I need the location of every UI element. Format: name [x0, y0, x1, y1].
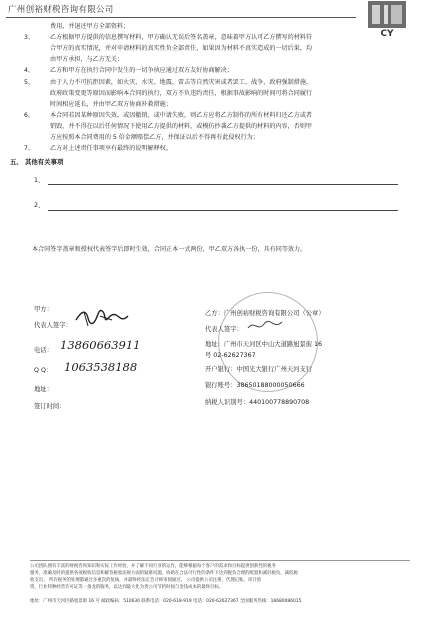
- party-b-label: 乙方：广州创裕财税咨询有限公司（公章）: [205, 310, 325, 317]
- company-header: 广州创裕财税咨询有限公司: [8, 5, 114, 15]
- party-b-account-label: 银行账号：38650188000050666: [205, 382, 305, 389]
- clause-5: 5、 由于人力不可抗拒因素，如火灾、水灾、地震、雷击等自然灾害或者罢工、战争、政府强制措施、 政府政策变更等原因而影响本合同的执行，双方不负违约责任，根据事故影响的时间可将合同履行 时间相应延长，并由甲乙双方协商补救措施；: [24, 79, 313, 108]
- item-2-blank-line: [48, 210, 398, 211]
- clause-6: 6、 本合同若因某种原因失效，或因撤销、或中请失败，则乙方应将乙方制作的所有材料归还乙方或者 销毁，并不得在以后任何情况下使用乙方提供的材料，或模仿抄袭乙方提供的材料的内容，否则甲 方应按照本合同费用的 5 倍金额赔偿乙方，并保证以后不得再有此侵权行为；: [24, 112, 313, 141]
- footer-description: 公司团队拥有丰富的财税咨询知识和实际工作经验，并了解不同行业的运作，能够根据每个客户的需求和目标提供创新性的税务 服务，准确及时的提供各项税收信息和解答税收法规方面的疑难问题，协助在合法可行性的条件下达到税负合理的配置和减轻税负，减低税 收支出。 所有税务的处理都通过多重次的复核，并最终经法定会计师审阅通过。 公司提供公司注册、代理记账、审计验 资，行业特种经营许可证等一条龙的服务，以达到最大化为贵公司节约时间与金钱成本的最终目标。: [30, 564, 298, 590]
- party-a-label: 甲方：: [34, 306, 53, 313]
- party-b-taxid-label: 纳税人识别号：440100778890708: [205, 399, 310, 406]
- party-a-signature-icon: [72, 306, 132, 330]
- header-divider: [6, 17, 356, 18]
- effective-statement: 本合同签字盖章和授权代表签字后即时生效，合同正本一式两份，甲乙双方各执一份，具有同等效力。: [32, 246, 307, 253]
- party-a-address-label: 地址：: [34, 386, 53, 393]
- party-b-bank-label: 开户银行：中国光大银行广州天河支行: [205, 366, 313, 373]
- item-1-blank-line: [48, 184, 398, 185]
- footer-divider: [30, 560, 410, 561]
- party-a-rep-label: 代表人签字：: [34, 322, 72, 329]
- section-5-title: 五、 其他有关事项: [10, 158, 64, 166]
- party-a-phone-label: 电话：: [34, 347, 53, 354]
- clause-7: 7、 乙方对上述责任事项享有最终的说明解释权。: [24, 145, 172, 152]
- party-b-rep-label: 代表人签字：: [205, 326, 243, 333]
- party-b-signature-icon: [246, 318, 286, 334]
- party-a-qq-handwritten: 1063538188: [64, 360, 138, 374]
- party-a-qq-label: Q Q：: [34, 367, 53, 374]
- party-a-phone-handwritten: 13860663911: [60, 338, 141, 352]
- party-b-address-label: 地址：广州市天河区中山大道路旭景街 16: [205, 341, 323, 348]
- logo-text: CY: [380, 29, 394, 39]
- clause-continued: 费用，并退还甲方全部资料；: [50, 23, 130, 30]
- party-a-date-label: 签订时间：: [34, 403, 66, 410]
- item-1-number: 1、: [34, 177, 45, 184]
- clause-3: 3、 乙方根据甲方提供的信息撰写材料，甲方确认无误后签名盖章，意味着甲方认可乙方撰写的材料符 合甲方的真实情况，并对申请材料的真实性负全部责任，如果因为材料不真实造成的一切后果，均 由甲方承担，与乙方无关；: [24, 34, 313, 63]
- footer-contact: 地址：广州市天河区路旭景街 16 号 邮政编码：510630 联系电话：020-618-919 电话：020-62627367 全国服务热线：18680086015: [30, 599, 302, 604]
- party-b-address-line2: 号 02-62627367: [205, 352, 256, 359]
- item-2-number: 2、: [34, 202, 45, 209]
- clause-4: 4、 乙方和甲方在执行合同中发生的一切争执应通过双方友好协商解决；: [24, 67, 233, 74]
